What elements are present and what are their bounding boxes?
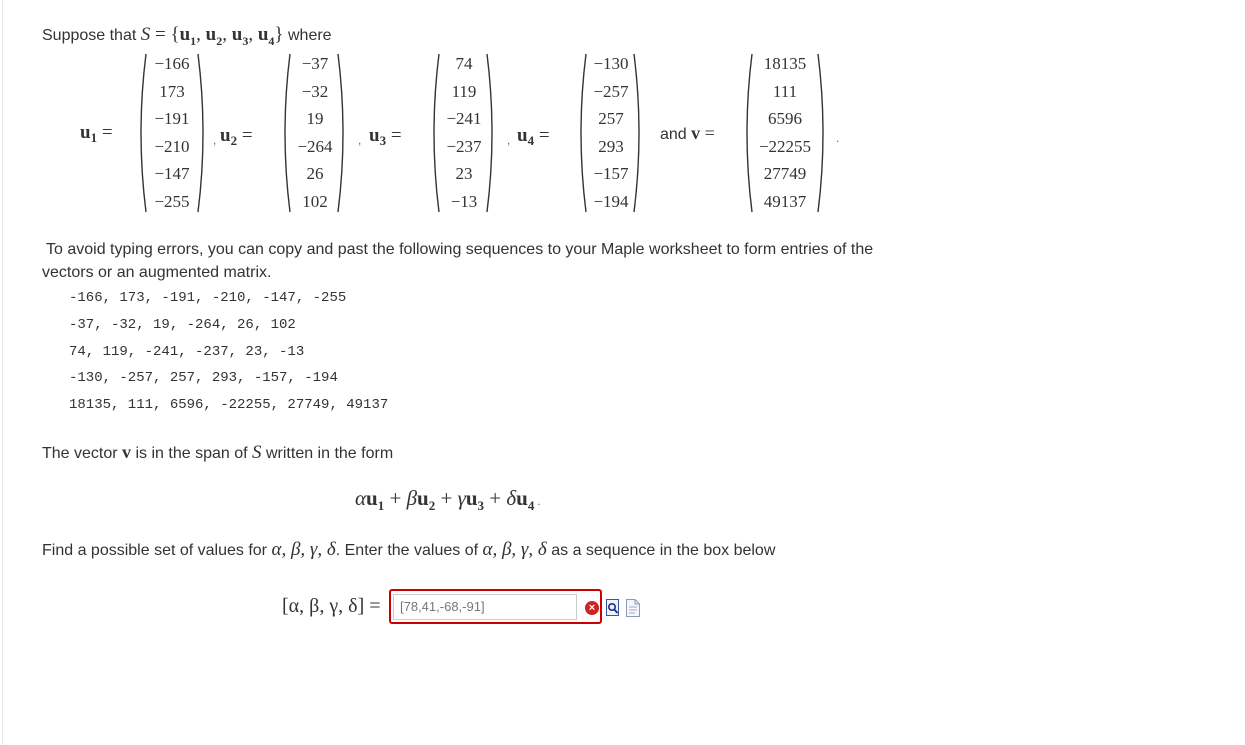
u3-label: $u_3$ = (369, 125, 402, 148)
v-entry: 18135 (763, 54, 807, 73)
u3-sub: 3 (379, 133, 387, 148)
answer-label: [α, β, γ, δ] = (282, 595, 381, 617)
u2-entry: −32 (301, 81, 329, 101)
span-S: S (252, 442, 262, 463)
u4-entry: −257 (593, 81, 629, 101)
u2-entry: −37 (301, 54, 329, 73)
right-paren-icon (196, 52, 210, 214)
u2-entry: 19 (306, 109, 324, 128)
u2-letter: u (220, 125, 231, 146)
span-v: v (122, 442, 132, 462)
matrix-u2 (278, 52, 350, 214)
v-entry: −22255 (758, 136, 812, 156)
separator-comma: , (213, 133, 217, 147)
left-border (2, 0, 3, 745)
find-prefix: Find a possible set of values for (42, 542, 268, 559)
u2-label: $u_2$ = (220, 125, 253, 148)
u4-sub: 4 (527, 133, 535, 148)
u3-entry: 23 (455, 164, 473, 183)
error-x-icon: × (585, 601, 599, 615)
span-middle: is in the span of (135, 445, 248, 462)
answer-input[interactable]: [78,41,-68,-91] (393, 594, 577, 620)
intro-where: where (287, 27, 332, 44)
u1-entry: −191 (154, 109, 190, 128)
right-paren-icon (336, 52, 350, 214)
right-paren-icon (816, 52, 830, 214)
instructions-text: To avoid typing errors, you can copy and past the following sequences to your Maple worksheet to form entries of the vectors or an augmented matrix. (42, 241, 874, 281)
u3-letter: u (369, 125, 380, 146)
find-suffix: as a sequence in the box below (551, 542, 776, 559)
find-greek: α, β, γ, δ (271, 539, 336, 560)
v-entry: 49137 (763, 191, 807, 211)
u3-entry: −237 (446, 136, 482, 156)
preview-icon[interactable] (606, 599, 620, 617)
sequence-line[interactable]: -37, -32, 19, -264, 26, 102 (69, 317, 296, 333)
sequence-line[interactable]: -130, -257, 257, 293, -157, -194 (69, 370, 338, 386)
u2-entry: 26 (306, 164, 324, 183)
intro-suppose: Suppose that (42, 27, 137, 44)
u1-entry: −255 (154, 191, 190, 211)
u4-entry: 293 (598, 136, 624, 156)
u2-entry: 102 (302, 191, 328, 211)
matrix-v (740, 52, 830, 214)
u1-entry: 173 (159, 81, 185, 101)
separator-comma: , (358, 133, 362, 147)
v-label: and v = (660, 123, 715, 143)
sequence-line[interactable]: 18135, 111, 6596, -22255, 27749, 49137 (69, 397, 389, 413)
v-entry: 27749 (763, 164, 807, 183)
u1-label: $u_1$ = (80, 122, 113, 145)
set-definition: $S = \{u_1$, $u_2$, $u_3$, $u_4$} (140, 24, 284, 48)
sequence-line[interactable]: 74, 119, -241, -237, 23, -13 (69, 344, 305, 360)
u2-entry: −264 (297, 136, 333, 156)
u2-sub: 2 (230, 133, 238, 148)
u3-entry: 74 (455, 54, 473, 73)
u3-entry: −241 (446, 109, 482, 128)
u4-entry: −130 (593, 54, 629, 73)
u4-letter: u (517, 125, 528, 146)
span-suffix: written in the form (265, 445, 394, 462)
matrix-u1 (134, 52, 210, 214)
matrix-u3 (427, 52, 499, 214)
separator-comma: , (507, 133, 511, 147)
and-text: and (660, 126, 687, 143)
u4-entry: 257 (598, 109, 624, 128)
right-paren-icon (632, 52, 646, 214)
right-paren-icon (485, 52, 499, 214)
sentence-period: . (836, 131, 840, 145)
v-letter: v (691, 123, 701, 143)
u4-label: $u_4$ = (517, 125, 550, 148)
find-instruction (42, 539, 775, 561)
v-entry: 6596 (768, 109, 802, 128)
linear-combination-formula: $\alpha u_1 + \beta u_2 + \gamma u_3 + \delta u_4$ . (355, 486, 541, 514)
u1-sub: 1 (90, 130, 98, 145)
span-statement (42, 442, 393, 464)
u3-entry: −13 (450, 191, 478, 211)
u3-entry: 119 (451, 81, 477, 101)
intro-line (42, 24, 332, 49)
help-document-icon[interactable] (626, 599, 640, 617)
matrix-u4 (574, 52, 646, 214)
span-prefix: The vector (42, 445, 118, 462)
u1-entry: −166 (154, 54, 190, 73)
u4-entry: −194 (593, 191, 629, 211)
find-greek-2: α, β, γ, δ (482, 539, 547, 560)
sequence-line[interactable]: -166, 173, -191, -210, -147, -255 (69, 290, 347, 306)
u1-letter: u (80, 122, 91, 143)
find-middle: . Enter the values of (335, 542, 479, 559)
v-entry: 111 (772, 81, 798, 101)
u4-entry: −157 (593, 164, 629, 183)
u1-entry: −147 (154, 164, 190, 183)
u1-entry: −210 (154, 136, 190, 156)
